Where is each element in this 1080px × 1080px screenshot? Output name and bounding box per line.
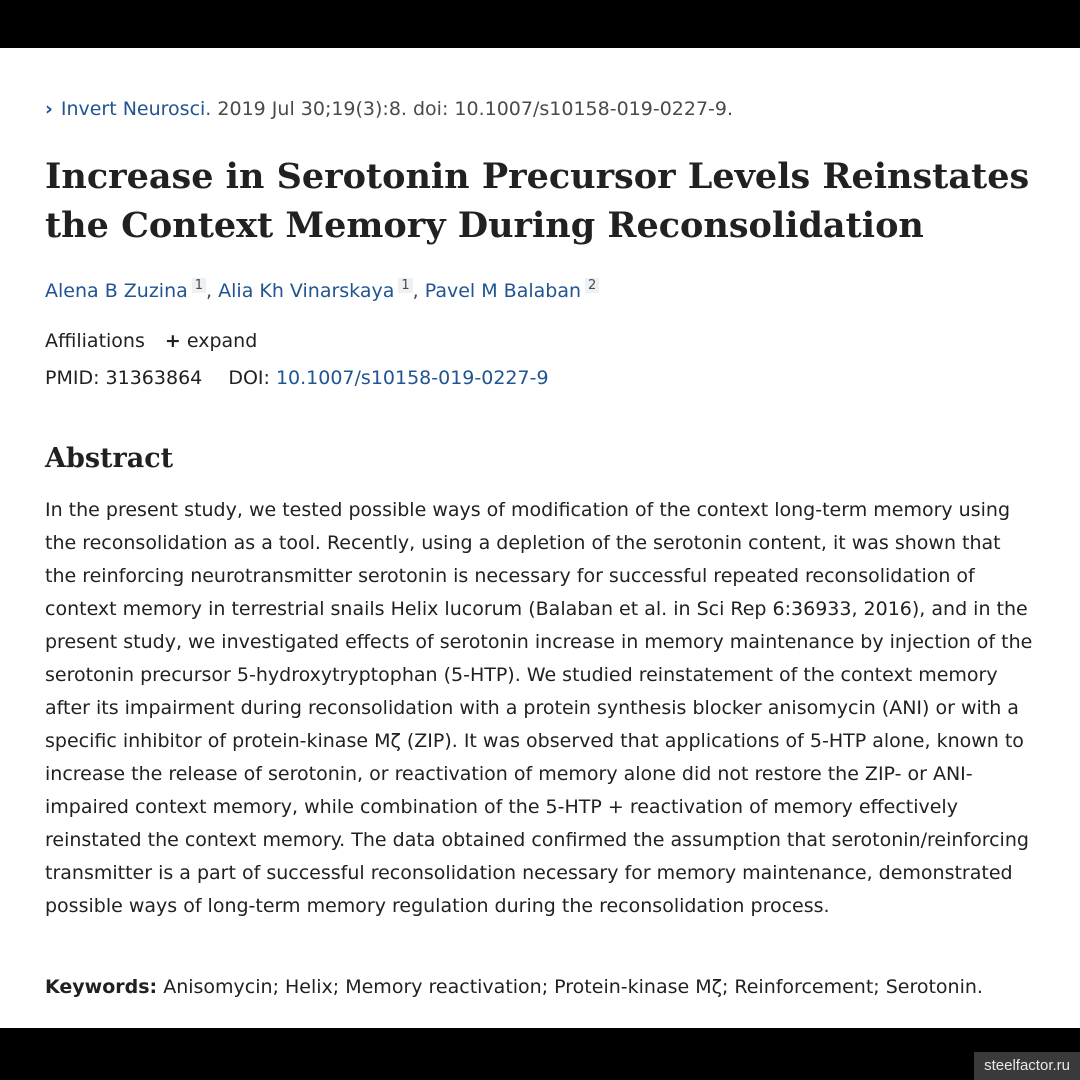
abstract-text: In the present study, we tested possible ways of modification of the context long-term memory using the reconsolidation as a tool. Recently, using a depletion of the serotonin content, it was shown that the reinforcing neurotransmitter serotonin is necessary for successful repeated reconsolidation of context memory in terrestrial snails Helix lucorum (Balaban et al. in Sci Rep 6:36933, 2016), and in the present study, we investigated effects of serotonin increase in memory maintenance by injection of the serotonin precursor 5-hydroxytryptophan (5-HTP). We studied reinstatement of the context memory after its impairment during reconsolidation with a protein synthesis blocker anisomycin (ANI) or with a specific inhibitor of protein-kinase Mζ (ZIP). It was observed that applications of 5-HTP alone, known to increase the release of serotonin, or reactivation of memory alone did not restore the ZIP- or ANI-impaired context memory, while combination of the 5-HTP + reactivation of memory effectively reinstated the context memory. The data obtained confirmed the assumption that serotonin/reinforcing transmitter is a part of successful reconsolidation necessary for memory maintenance, demonstrated possible ways of long-term memory regulation during the reconsolidation process. [45, 499, 1033, 917]
chevron-right-icon[interactable]: › [45, 98, 53, 120]
doi-label: DOI: [228, 367, 270, 389]
expand-label: expand [186, 330, 258, 352]
affiliation-ref[interactable]: 2 [585, 278, 599, 293]
author-link[interactable]: Alena B Zuzina [45, 280, 188, 302]
affiliations-row [45, 330, 257, 352]
citation-details: 2019 Jul 30;19(3):8. doi: 10.1007/s10158-019-0227-9. [217, 98, 734, 120]
watermark: steelfactor.ru [974, 1052, 1080, 1080]
affiliation-ref[interactable]: 1 [192, 278, 206, 293]
identifiers-row [45, 367, 549, 389]
affiliation-ref[interactable]: 1 [398, 278, 412, 293]
expand-affiliations-button[interactable] [165, 330, 257, 352]
pmid-value: 31363864 [105, 367, 203, 389]
keywords-text: Anisomycin; Helix; Memory reactivation; Protein-kinase Mζ; Reinforcement; Serotonin. [163, 976, 983, 998]
author-link[interactable]: Alia Kh Vinarskaya [218, 280, 395, 302]
affiliations-label: Affiliations [45, 330, 145, 352]
article-title: Increase in Serotonin Precursor Levels Reinstates the Context Memory During Reconsolidation [45, 156, 1030, 246]
author-separator: , [206, 280, 219, 302]
author-separator: , [412, 280, 425, 302]
keywords-label: Keywords: [45, 976, 158, 998]
keywords-row [45, 976, 983, 998]
pmid-label: PMID: [45, 367, 100, 389]
abstract-heading: Abstract [45, 443, 174, 474]
doi-link[interactable]: 10.1007/s10158-019-0227-9 [275, 367, 549, 389]
journal-link[interactable]: Invert Neurosci. [60, 98, 212, 120]
citation-line [45, 98, 733, 120]
author-link[interactable]: Pavel M Balaban [424, 280, 582, 302]
author-list [45, 280, 599, 302]
article-page [0, 48, 1080, 1028]
plus-icon: + [164, 330, 181, 352]
